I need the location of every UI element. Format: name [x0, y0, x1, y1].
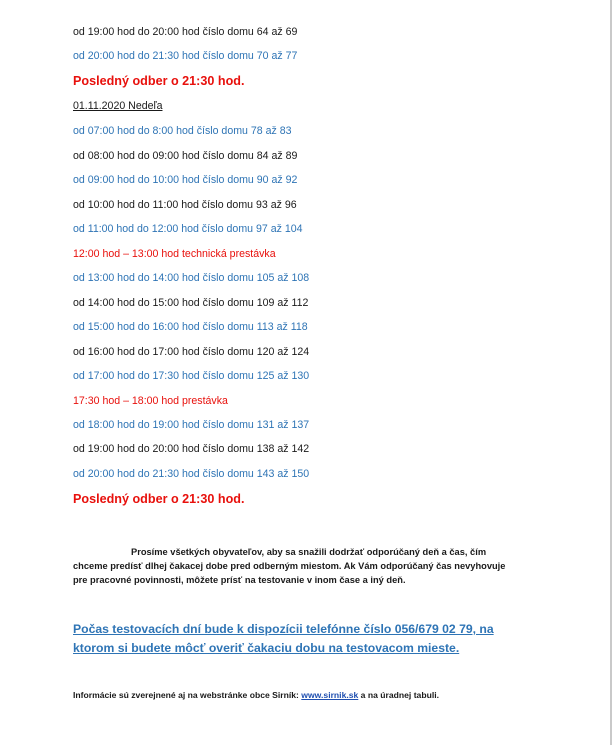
schedule-line: od 09:00 hod do 10:00 hod číslo domu 90 až 92 [73, 174, 298, 186]
schedule-line: od 13:00 hod do 14:00 hod číslo domu 105 až 108 [73, 272, 310, 284]
footer-info [73, 689, 439, 701]
schedule-line: od 10:00 hod do 11:00 hod číslo domu 93 až 96 [73, 199, 297, 211]
schedule-line: od 19:00 hod do 20:00 hod číslo domu 64 až 69 [73, 26, 298, 38]
schedule-line: od 07:00 hod do 8:00 hod číslo domu 78 až 83 [73, 125, 292, 137]
schedule-line: 12:00 hod – 13:00 hod technická prestávka [73, 248, 276, 260]
info-paragraph [73, 545, 543, 588]
paragraph-line: Prosíme všetkých obyvateľov, aby sa snažili dodržať odporúčaný deň a čas, čím [131, 547, 487, 557]
schedule-line: od 17:00 hod do 17:30 hod číslo domu 125 až 130 [73, 370, 310, 382]
schedule-line: od 20:00 hod do 21:30 hod číslo domu 70 až 77 [73, 50, 298, 62]
paragraph-line: pre pracovné povinnosti, môžete prísť na testovanie v inom čase a iný deň. [73, 575, 406, 586]
paragraph-line: chceme predísť dlhej čakacej dobe pred odberným miestom. Ak Vám odporúčaný čas nevyhovuje [73, 561, 506, 572]
footer-text: Informácie sú zverejnené aj na webstránke obce Sirník: [73, 690, 302, 700]
footer-text: a na úradnej tabuli. [358, 690, 439, 700]
schedule-line: od 19:00 hod do 20:00 hod číslo domu 138 až 142 [73, 443, 310, 455]
schedule-line: Posledný odber o 21:30 hod. [73, 74, 245, 88]
schedule-line: Posledný odber o 21:30 hod. [73, 492, 245, 506]
schedule-line: 01.11.2020 Nedeľa [73, 100, 163, 112]
schedule-line: 17:30 hod – 18:00 hod prestávka [73, 395, 228, 407]
notice-line: ktorom si budete môcť overiť čakaciu dobu na testovacom mieste. [73, 641, 460, 655]
notice-line: Počas testovacích dní bude k dispozícii telefónne číslo 056/679 02 79, na [73, 622, 494, 636]
schedule-line: od 18:00 hod do 19:00 hod číslo domu 131 až 137 [73, 419, 310, 431]
schedule-line: od 08:00 hod do 09:00 hod číslo domu 84 až 89 [73, 150, 298, 162]
schedule-line: od 14:00 hod do 15:00 hod číslo domu 109 až 112 [73, 297, 309, 309]
schedule-line: od 16:00 hod do 17:00 hod číslo domu 120 až 124 [73, 346, 310, 358]
schedule-line: od 15:00 hod do 16:00 hod číslo domu 113 až 118 [73, 321, 308, 333]
schedule-line: od 11:00 hod do 12:00 hod číslo domu 97 až 104 [73, 223, 303, 235]
phone-notice [73, 620, 543, 658]
schedule-line: od 20:00 hod do 21:30 hod číslo domu 143 až 150 [73, 468, 310, 480]
website-link[interactable]: www.sirnik.sk [301, 690, 359, 700]
